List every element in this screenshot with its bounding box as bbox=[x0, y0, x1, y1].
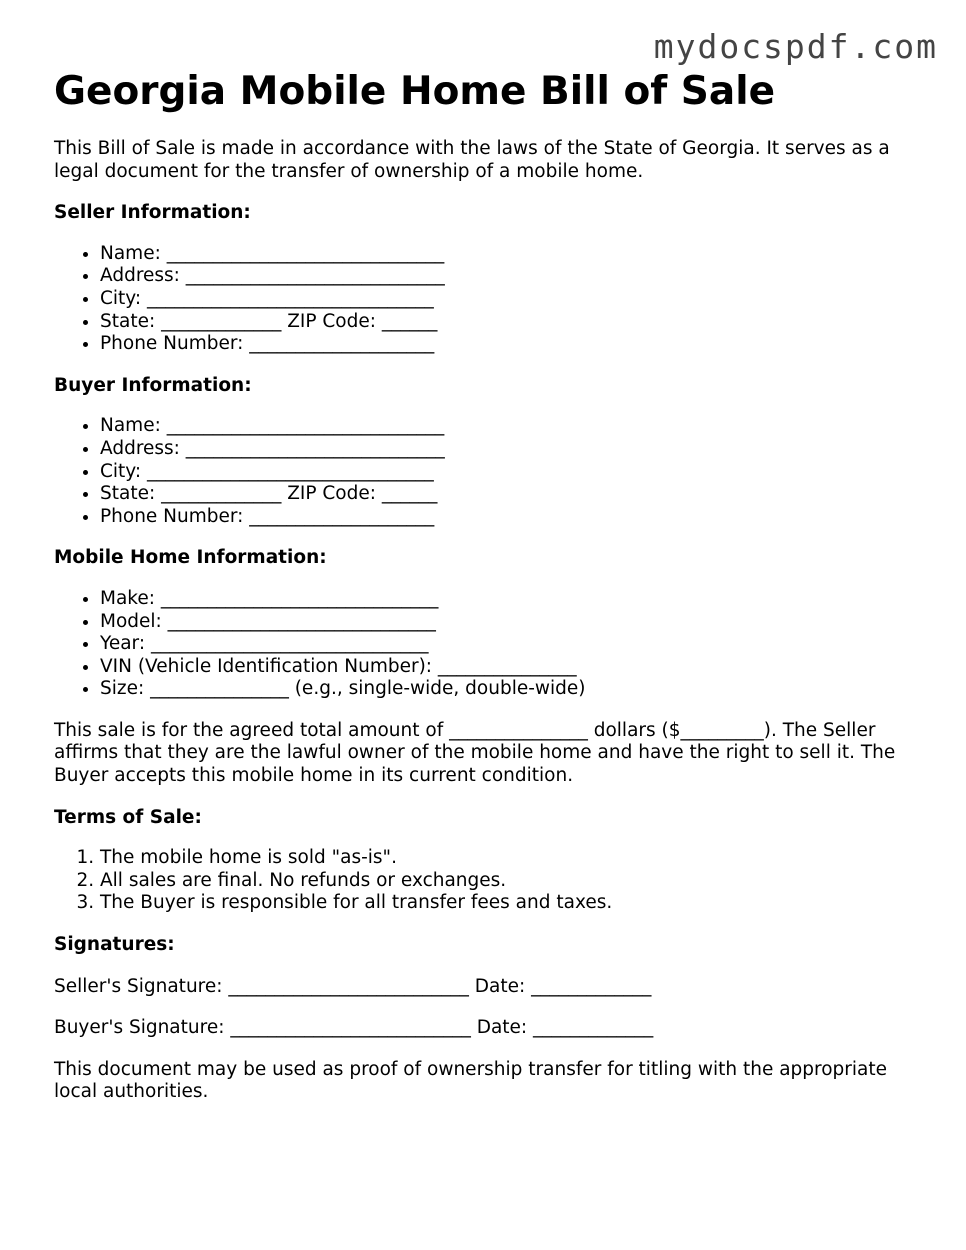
seller-signature-line: Seller's Signature: __________________________ Date: _____________ bbox=[54, 975, 652, 997]
seller-state-zip-field: • State: _____________ ZIP Code: ______ bbox=[100, 311, 924, 334]
mobile-home-year-field: • Year: ______________________________ bbox=[100, 633, 924, 656]
closing-paragraph: This document may be used as proof of ownership transfer for titling with the appropriate local authorities. bbox=[54, 1058, 888, 1103]
sale-statement-paragraph: This sale is for the agreed total amount of _______________ dollars ($_________). The Seller affirms that they are the lawful owner of the mobile home and have the right to sell it. The Buyer accepts this mobile home in its current condition. bbox=[54, 719, 896, 787]
watermark: mydocspdf.com bbox=[653, 27, 938, 66]
seller-city-field: • City: _______________________________ bbox=[100, 288, 924, 311]
signatures-section-heading: Signatures: bbox=[54, 934, 175, 956]
terms-section-heading: Terms of Sale: bbox=[54, 806, 202, 828]
mobile-home-model-field: • Model: _____________________________ bbox=[100, 611, 924, 634]
seller-section-heading: Seller Information: bbox=[54, 202, 251, 224]
terms-item: 2. All sales are final. No refunds or exchanges. bbox=[100, 870, 924, 893]
buyer-city-field: • City: _______________________________ bbox=[100, 461, 924, 484]
mobile-home-info-list bbox=[54, 588, 924, 701]
mobile-home-size-field: • Size: _______________ (e.g., single-wide, double-wide) bbox=[100, 678, 924, 701]
mobile-home-section-heading: Mobile Home Information: bbox=[54, 547, 327, 569]
buyer-phone-field: • Phone Number: ____________________ bbox=[100, 506, 924, 529]
buyer-name-field: • Name: ______________________________ bbox=[100, 415, 924, 438]
intro-paragraph: This Bill of Sale is made in accordance with the laws of the State of Georgia. It serves as a legal document for the transfer of ownership of a mobile home. bbox=[54, 138, 890, 182]
seller-name-field: • Name: ______________________________ bbox=[100, 243, 924, 266]
page-title: Georgia Mobile Home Bill of Sale bbox=[54, 69, 776, 114]
buyer-address-field: • Address: ____________________________ bbox=[100, 438, 924, 461]
buyer-section-heading: Buyer Information: bbox=[54, 374, 252, 396]
terms-item: 3. The Buyer is responsible for all transfer fees and taxes. bbox=[100, 892, 924, 915]
document-page bbox=[54, 68, 924, 1104]
seller-address-field: • Address: ____________________________ bbox=[100, 265, 924, 288]
mobile-home-make-field: • Make: ______________________________ bbox=[100, 588, 924, 611]
buyer-state-zip-field: • State: _____________ ZIP Code: ______ bbox=[100, 483, 924, 506]
seller-info-list bbox=[54, 243, 924, 356]
terms-list bbox=[54, 847, 924, 915]
buyer-signature-line: Buyer's Signature: __________________________ Date: _____________ bbox=[54, 1017, 654, 1039]
buyer-info-list bbox=[54, 415, 924, 528]
terms-item: 1. The mobile home is sold "as-is". bbox=[100, 847, 924, 870]
mobile-home-vin-field: • VIN (Vehicle Identification Number): _______________ bbox=[100, 656, 924, 679]
seller-phone-field: • Phone Number: ____________________ bbox=[100, 333, 924, 356]
